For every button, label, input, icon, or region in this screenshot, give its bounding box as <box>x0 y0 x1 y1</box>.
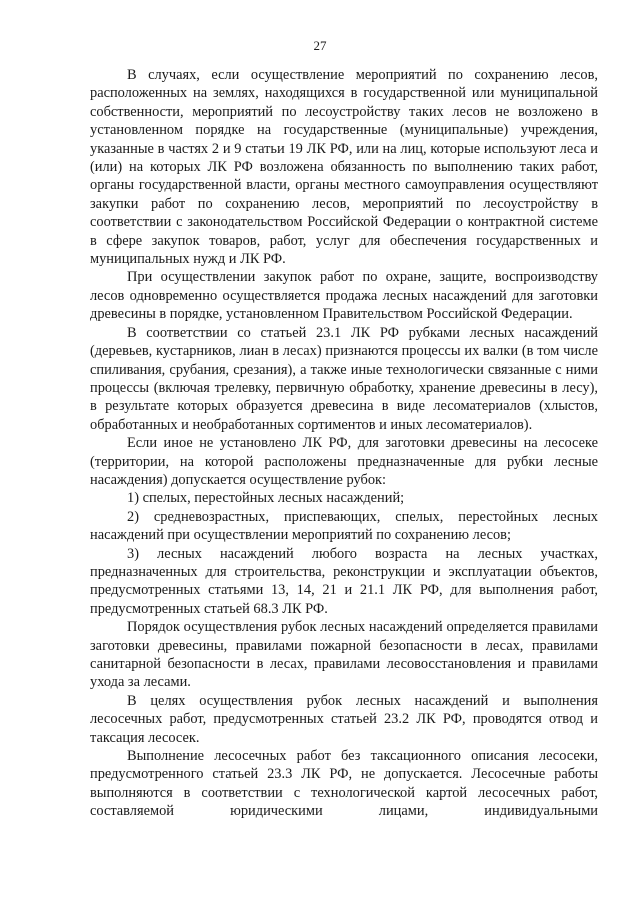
paragraph-allowed-logging: Если иное не установлено ЛК РФ, для заготовки древесины на лесосеке (территории, на которой расположены предназначенные для рубки лесные насаждения) допускается осуществление рубок: <box>90 435 598 488</box>
paragraph-allotment: В целях осуществления рубок лесных насаждений и выполнения лесосечных работ, предусмотренных статьей 23.2 ЛК РФ, проводятся отвод и таксация лесосек. <box>90 692 598 746</box>
list-item-3: 3) лесных насаждений любого возраста на лесных участках, предназначенных для строительства, реконструкции и эксплуатации объектов, предусмотренных статьями 13, 14, 21 и 21.1 ЛК РФ, для выполнения работ, предусмотренных статьей 68.3 ЛК РФ. <box>90 545 598 617</box>
paragraph-technological-map: Выполнение лесосечных работ без таксационного описания лесосеки, предусмотренного статьей 23.3 ЛК РФ, не допускается. Лесосечные работы выполняются в соответствии с технологической картой лесосечных работ, составляемой юридическими лицами, индивидуальными <box>90 748 598 820</box>
page-number: 27 <box>313 38 327 53</box>
paragraph-timber-sale: При осуществлении закупок работ по охране, защите, воспроизводству лесов одновременно осуществляется продажа лесных насаждений для заготовки древесины в порядке, установленном Правительством Российской Федерации. <box>90 269 598 323</box>
list-item-1: 1) спелых, перестойных лесных насаждений; <box>127 490 405 507</box>
paragraph-procurement: В случаях, если осуществление мероприятий по сохранению лесов, расположенных на землях, находящихся в государственной или муниципальной собственности, мероприятий по лесоустройству таких лесов не возложено в установленном порядке на государственные (муниципальные) учреждения, указанные в частях 2 и 9 статьи 19 ЛК РФ, или на лиц, которые используют леса и (или) на которых ЛК РФ возложена обязанность по выполнению таких работ, органы государственной власти, органы местного самоуправления осуществляют закупки работ по сохранению лесов, мероприятий по лесоустройству в соответствии с законодательством Российской Федерации о контрактной системе в сфере закупок товаров, работ, услуг для обеспечения государственных и муниципальных нужд и ЛК РФ. <box>90 67 598 268</box>
paragraph-logging-rules: Порядок осуществления рубок лесных насаждений определяется правилами заготовки древесины, правилами пожарной безопасности в лесах, правилами санитарной безопасности в лесах, правилами лесовосстановления и правилами ухода за лесами. <box>90 619 598 691</box>
list-item-2: 2) средневозрастных, приспевающих, спелых, перестойных лесных насаждений при осуществлении мероприятий по сохранению лесов; <box>90 508 598 544</box>
document-body <box>90 66 598 821</box>
paragraph-logging-definition: В соответствии со статьей 23.1 ЛК РФ рубками лесных насаждений (деревьев, кустарников, лиан в лесах) признаются процессы их валки (в том числе спиливания, срубания, срезания), а также иные технологически связанные с ними процессы (включая трелевку, первичную обработку, хранение древесины в лесу), в результате которых образуется древесина в виде лесоматериалов (хлыстов, обработанных и необработанных сортиментов и иных лесоматериалов). <box>90 324 598 433</box>
